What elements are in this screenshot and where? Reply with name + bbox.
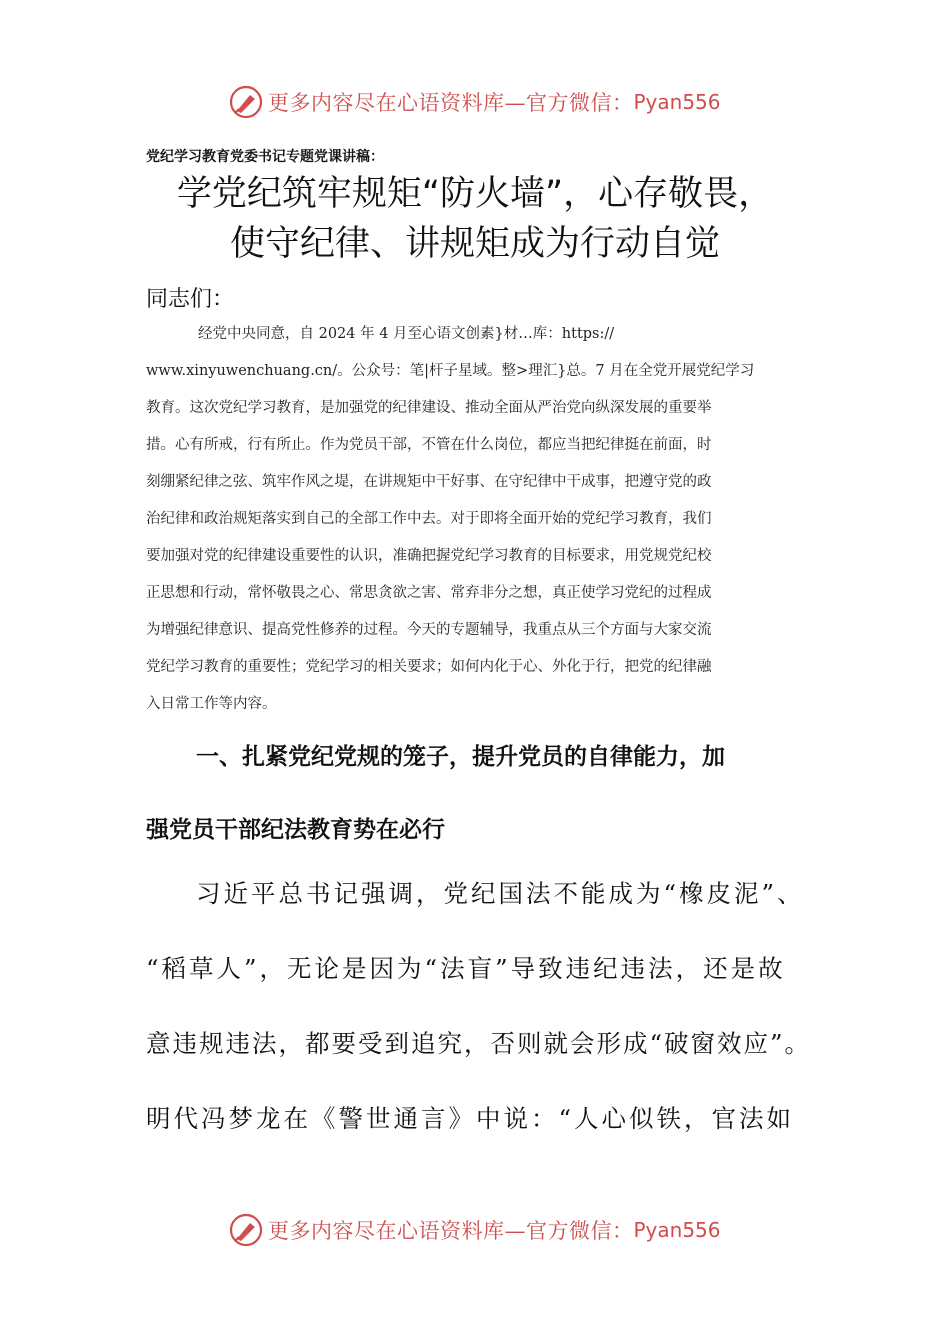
intro-line: 党纪学习教育的重要性；党纪学习的相关要求；如何内化于心、外化于行，把党的纪律融	[146, 659, 712, 675]
intro-line: 教育。这次党纪学习教育，是加强党的纪律建设、推动全面从严治党向纵深发展的重要举	[146, 400, 712, 416]
body-line: 习近平总书记强调，党纪国法不能成为“橡皮泥”、	[196, 879, 805, 908]
bottom-watermark-banner	[228, 1208, 748, 1252]
body-line: “稻草人”，无论是因为“法盲”导致违纪违法，还是故	[146, 954, 786, 983]
banner-text: 更多内容尽在心语资料库—官方微信：	[268, 91, 634, 115]
intro-line: 措。心有所戒，行有所止。作为党员干部，不管在什么岗位，都应当把纪律挺在前面，时	[146, 437, 712, 453]
banner-text: 更多内容尽在心语资料库—官方微信：	[268, 1219, 634, 1243]
intro-line: 经党中央同意，自 2024 年 4 月至心语文创素}材…库：https://	[198, 326, 615, 342]
body-line: 意违规违法，都要受到追究，否则就会形成“破窗效应”。	[146, 1029, 812, 1058]
intro-line: www.xinyuwenchuang.cn/。公众号：笔|杆子星域。整>理汇}总。7 月在全党开展党纪学习	[146, 363, 755, 379]
section-heading-line-2: 强党员干部纪法教育势在必行	[146, 817, 445, 843]
intro-line: 刻绷紧纪律之弦、筑牢作风之堤，在讲规矩中干好事、在守纪律中干成事，把遵守党的政	[146, 474, 712, 490]
section-heading-line-1: 一、扎紧党纪党规的笼子，提升党员的自律能力，加	[196, 744, 725, 770]
pen-nib-icon	[228, 84, 264, 120]
banner-wechat-id: Pyan556	[633, 1218, 721, 1242]
body-line: 明代冯梦龙在《警世通言》中说：“人心似铁，官法如	[146, 1104, 795, 1133]
banner-wechat-id: Pyan556	[633, 90, 721, 114]
intro-line: 正思想和行动，常怀敬畏之心、常思贪欲之害、常弃非分之想，真正使学习党纪的过程成	[146, 585, 712, 601]
top-watermark-banner	[228, 80, 748, 124]
intro-line: 入日常工作等内容。	[146, 696, 277, 712]
pen-nib-icon	[228, 1212, 264, 1248]
document-title-line-1: 学党纪筑牢规矩“防火墙”，心存敬畏，	[176, 174, 774, 214]
greeting: 同志们：	[146, 287, 235, 312]
intro-line: 治纪律和政治规矩落实到自己的全部工作中去。对于即将全面开始的党纪学习教育，我们	[146, 511, 712, 527]
document-subtitle: 党纪学习教育党委书记专题党课讲稿：	[146, 149, 384, 165]
intro-line: 要加强对党的纪律建设重要性的认识，准确把握党纪学习教育的目标要求，用党规党纪校	[146, 548, 712, 564]
document-title-line-2: 使守纪律、讲规矩成为行动自觉	[229, 224, 720, 264]
intro-line: 为增强纪律意识、提高党性修养的过程。今天的专题辅导，我重点从三个方面与大家交流	[146, 622, 712, 638]
